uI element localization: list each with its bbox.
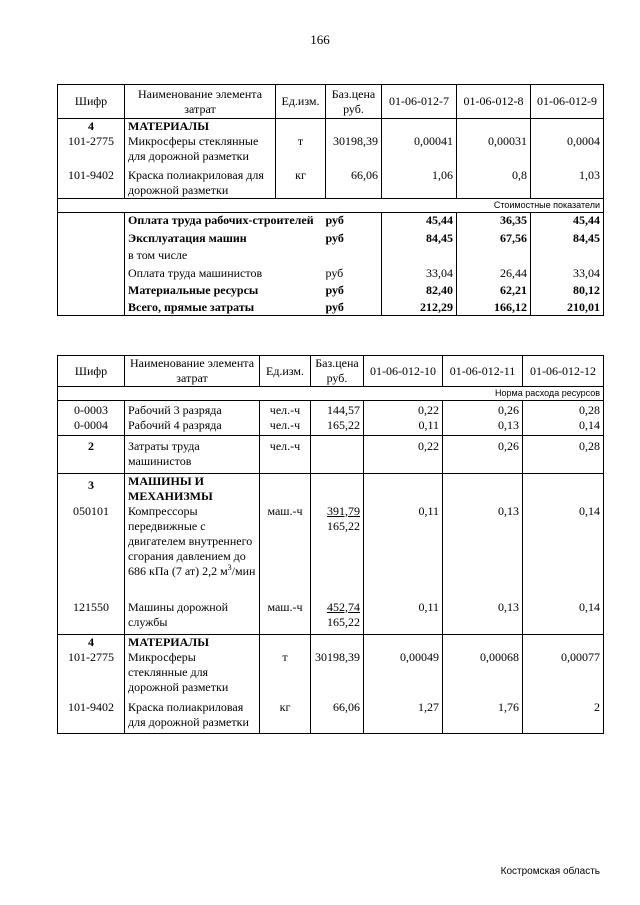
header-unit: Ед.изм. — [260, 356, 311, 387]
cost-unit: руб — [326, 298, 382, 316]
cost-name: Материальные ресурсы — [125, 281, 326, 298]
cost-row — [58, 263, 604, 281]
row-value-3: 0,14 — [523, 418, 604, 435]
cost-row — [58, 228, 604, 246]
row-value-1: 1,06 — [382, 164, 457, 199]
row-price: 30198,39 — [326, 134, 382, 164]
cost-value-2: 62,21 — [457, 281, 531, 298]
header-unit: Ед.изм. — [276, 85, 326, 119]
region-footer: Костромская область — [500, 866, 600, 877]
cost-value-1: 45,44 — [382, 213, 457, 229]
table-row — [58, 700, 604, 733]
cost-value-3: 45,44 — [531, 213, 604, 229]
band-row — [58, 387, 604, 401]
cost-value-3: 33,04 — [531, 263, 604, 281]
row-value-2: 0,13 — [443, 418, 523, 435]
row-price: 66,06 — [326, 164, 382, 199]
row-value-2: 0,00031 — [457, 134, 531, 164]
cost-unit: руб — [326, 213, 382, 229]
cost-value-1: 82,40 — [382, 281, 457, 298]
row-name: Рабочий 3 разряда — [125, 401, 260, 419]
row-code: 0-0003 — [58, 401, 125, 419]
row-name: Затраты труда машинистов — [125, 435, 260, 473]
header-name: Наименование элемента затрат — [125, 85, 276, 119]
row-value-3: 0,14 — [523, 600, 604, 635]
row-name: Краска полиакриловая для дорожной разметки — [125, 700, 260, 733]
section-code: 4 — [58, 119, 125, 135]
cost-value-1: 84,45 — [382, 228, 457, 246]
header-code: Шифр — [58, 356, 125, 387]
section-title: МАТЕРИАЛЫ — [125, 119, 276, 135]
row-code: 121550 — [58, 600, 125, 635]
row-name: Микросферы стеклянные для дорожной разметки — [125, 650, 260, 700]
row-name: Машины дорожной службы — [125, 600, 260, 635]
cost-value-2: 67,56 — [457, 228, 531, 246]
cost-row — [58, 213, 604, 229]
cost-name: Эксплуатация машин — [125, 228, 326, 246]
header-price: Баз.цена руб. — [311, 356, 364, 387]
row-price: 452,74 165,22 — [311, 600, 364, 635]
row-value-2: 0,00068 — [443, 650, 523, 700]
row-name: Краска полиакриловая для дорожной разметки — [125, 164, 276, 199]
row-value-2: 0,26 — [443, 401, 523, 419]
header-col-3: 01-06-012-9 — [531, 85, 604, 119]
row-unit: кг — [276, 164, 326, 199]
row-value-3: 1,03 — [531, 164, 604, 199]
table-header-row — [58, 356, 604, 387]
cost-name: Всего, прямые затраты — [125, 298, 326, 316]
table-row — [58, 401, 604, 419]
cost-value-2: 166,12 — [457, 298, 531, 316]
row-value-2: 0,8 — [457, 164, 531, 199]
section-row — [58, 119, 604, 135]
cost-value-2: 26,44 — [457, 263, 531, 281]
row-code: 0-0004 — [58, 418, 125, 435]
row-value-1: 0,22 — [364, 435, 443, 473]
row-value-3: 0,14 — [523, 504, 604, 600]
row-name: Микросферы стеклянные для дорожной разметки — [125, 134, 276, 164]
row-unit: кг — [260, 700, 311, 733]
row-code: 101-9402 — [58, 700, 125, 733]
row-value-3: 0,28 — [523, 401, 604, 419]
row-code: 101-2775 — [58, 134, 125, 164]
header-code: Шифр — [58, 85, 125, 119]
row-value-1: 0,22 — [364, 401, 443, 419]
row-unit: т — [276, 134, 326, 164]
row-name: Рабочий 4 разряда — [125, 418, 260, 435]
cost-unit: руб — [326, 228, 382, 246]
section-code: 3 — [58, 473, 125, 504]
row-value-1: 1,27 — [364, 700, 443, 733]
table-row — [58, 504, 604, 600]
row-unit: чел.-ч — [260, 418, 311, 435]
section-code: 4 — [58, 635, 125, 651]
row-value-1: 0,00041 — [382, 134, 457, 164]
row-unit: чел.-ч — [260, 435, 311, 473]
table-row — [58, 600, 604, 635]
cost-name: Оплата труда рабочих-строителей — [125, 213, 326, 229]
cost-unit: руб — [326, 281, 382, 298]
section-row — [58, 635, 604, 651]
header-col-2: 01-06-012-11 — [443, 356, 523, 387]
row-code: 101-9402 — [58, 164, 125, 199]
row-value-2: 0,13 — [443, 504, 523, 600]
table-row — [58, 435, 604, 473]
page-number: 166 — [310, 32, 330, 47]
row-value-2: 1,76 — [443, 700, 523, 733]
row-unit: чел.-ч — [260, 401, 311, 419]
row-price: 391,79 165,22 — [311, 504, 364, 600]
header-col-1: 01-06-012-7 — [382, 85, 457, 119]
header-name: Наименование элемента затрат — [125, 356, 260, 387]
cost-unit: руб — [326, 263, 382, 281]
cost-value-1: 33,04 — [382, 263, 457, 281]
row-value-2: 0,13 — [443, 600, 523, 635]
row-unit: т — [260, 650, 311, 700]
row-value-1: 0,00049 — [364, 650, 443, 700]
header-col-1: 01-06-012-10 — [364, 356, 443, 387]
row-value-3: 0,0004 — [531, 134, 604, 164]
row-price: 165,22 — [311, 418, 364, 435]
band-label: Норма расхода ресурсов — [58, 387, 604, 401]
row-value-3: 2 — [523, 700, 604, 733]
section-title: МАШИНЫ И МЕХАНИЗМЫ — [125, 473, 260, 504]
header-col-3: 01-06-012-12 — [523, 356, 604, 387]
row-value-2: 0,26 — [443, 435, 523, 473]
table-header-row — [58, 85, 604, 119]
cost-name: Оплата труда машинистов — [125, 263, 326, 281]
section-row — [58, 473, 604, 504]
header-price: Баз.цена руб. — [326, 85, 382, 119]
row-name: Компрессоры передвижные с двигателем внутреннего сгорания давлением до 686 кПа (7 ат) 2,2 $м^3$/мин — [125, 504, 260, 600]
cost-row — [58, 298, 604, 316]
cost-value-1: 212,29 — [382, 298, 457, 316]
band-label: Стоимостные показатели — [58, 199, 604, 213]
cost-row — [58, 281, 604, 298]
row-price: 144,57 — [311, 401, 364, 419]
row-value-1: 0,11 — [364, 418, 443, 435]
row-unit: маш.-ч — [260, 600, 311, 635]
resource-table-1 — [57, 84, 604, 316]
row-price: 66,06 — [311, 700, 364, 733]
row-code: 2 — [58, 435, 125, 473]
band-row — [58, 199, 604, 213]
row-code: 050101 — [58, 504, 125, 600]
row-value-3: 0,00077 — [523, 650, 604, 700]
table-row — [58, 418, 604, 435]
row-unit: маш.-ч — [260, 504, 311, 600]
table-row — [58, 164, 604, 199]
cost-value-2: 36,35 — [457, 213, 531, 229]
cost-name: в том числе — [125, 246, 326, 263]
header-col-2: 01-06-012-8 — [457, 85, 531, 119]
cost-value-3: 84,45 — [531, 228, 604, 246]
cost-row — [58, 246, 604, 263]
row-value-1: 0,11 — [364, 600, 443, 635]
row-value-1: 0,11 — [364, 504, 443, 600]
row-price: 30198,39 — [311, 650, 364, 700]
section-title: МАТЕРИАЛЫ — [125, 635, 260, 651]
row-value-3: 0,28 — [523, 435, 604, 473]
row-code: 101-2775 — [58, 650, 125, 700]
cost-value-3: 80,12 — [531, 281, 604, 298]
table-row — [58, 134, 604, 164]
resource-table-2 — [57, 355, 604, 734]
cost-value-3: 210,01 — [531, 298, 604, 316]
table-row — [58, 650, 604, 700]
